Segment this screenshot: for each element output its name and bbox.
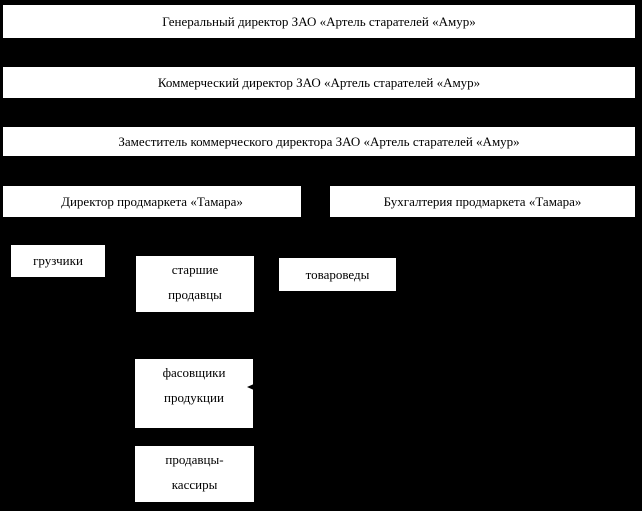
org-box-prodmarket-accounting: [329, 185, 636, 218]
org-box-label-line: фасовщики: [162, 365, 226, 380]
org-box-merchandisers: [278, 257, 397, 292]
org-box-label: Директор продмаркета «Тамара»: [61, 193, 243, 209]
org-box-seller-cashiers: [134, 445, 255, 503]
org-box-senior-sellers: [135, 255, 255, 313]
org-box-label-line: старшие: [171, 262, 219, 277]
org-box-label-line: продавцы: [168, 287, 222, 302]
org-box-label-line: продукции: [164, 390, 224, 405]
org-box-product-packers: [134, 358, 254, 429]
org-box-label: Коммерческий директор ЗАО «Артель старателей «Амур»: [157, 74, 481, 90]
org-box-label: Генеральный директор ЗАО «Артель старателей «Амур»: [162, 13, 476, 29]
org-box-commercial-director: [2, 66, 636, 99]
org-box-label-line: кассиры: [171, 477, 218, 492]
org-box-deputy-commercial-director: [2, 126, 636, 157]
org-box-label: Бухгалтерия продмаркета «Тамара»: [383, 193, 582, 209]
org-box-loaders: [10, 244, 106, 278]
connector-arrowhead-left-icon: [247, 383, 256, 391]
org-box-label: Заместитель коммерческого директора ЗАО «Артель старателей «Амур»: [118, 133, 520, 149]
org-box-label-line: продавцы-: [165, 452, 224, 467]
org-box-label: товароведы: [305, 266, 370, 282]
org-box-label: грузчики: [33, 253, 83, 268]
org-box-general-director: [2, 4, 636, 39]
org-box-prodmarket-director: [2, 185, 302, 218]
